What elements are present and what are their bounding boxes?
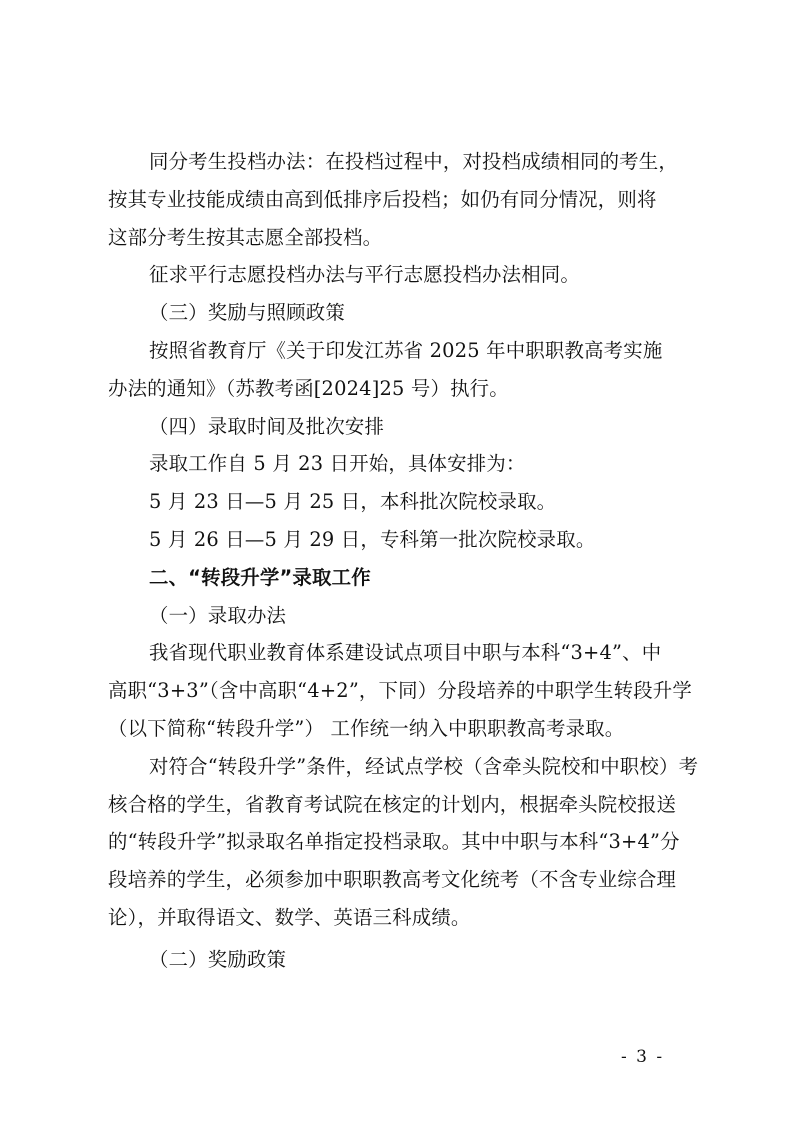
section-heading-admission-schedule: （四）录取时间及批次安排: [149, 414, 385, 438]
subsection-heading-reward-policy: （二）奖励政策: [149, 947, 287, 971]
schedule-undergraduate-batch: 5 月 23 日—5 月 25 日，本科批次院校录取。: [149, 490, 557, 514]
paragraph-eligible-students-line-4: 段培养的学生，必须参加中职职教高考文化统考（不含专业综合理: [108, 868, 677, 892]
paragraph-eligible-students-line-3: 的“转段升学”拟录取名单指定投档录取。其中中职与本科“3+4”分: [108, 830, 680, 854]
paragraph-admission-start: 录取工作自 5 月 23 日开始，具体安排为：: [149, 452, 526, 476]
paragraph-reward-policy-line-1: 按照省教育厅《关于印发江苏省 2025 年中职职教高考实施: [149, 338, 663, 362]
paragraph-eligible-students-line-2: 核合格的学生，省教育考试院在核定的计划内，根据牵头院校报送: [108, 792, 677, 816]
paragraph-reward-policy-line-2: 办法的通知》（苏教考函[2024]25 号）执行。: [108, 376, 509, 400]
paragraph-eligible-students-line-5: 论），并取得语文、数学、英语三科成绩。: [108, 905, 471, 929]
schedule-junior-college-first-batch: 5 月 26 日—5 月 29 日，专科第一批次院校录取。: [149, 527, 596, 551]
page-number: - 3 -: [621, 1047, 665, 1067]
paragraph-eligible-students-line-1: 对符合“转段升学”条件，经试点学校（含牵头院校和中职校）考: [149, 754, 699, 778]
paragraph-transfer-program-line-3: （以下简称“转段升学”） 工作统一纳入中职职教高考录取。: [108, 716, 625, 740]
subsection-heading-admission-method: （一）录取办法: [149, 603, 287, 627]
paragraph-transfer-program-line-2: 高职“3+3”（含中高职“4+2”，下同）分段培养的中职学生转段升学: [108, 679, 692, 703]
paragraph-tie-score-rule-line-3: 这部分考生按其志愿全部投档。: [108, 225, 383, 249]
paragraph-solicit-parallel-rule: 征求平行志愿投档办法与平行志愿投档办法相同。: [149, 263, 580, 287]
paragraph-transfer-program-line-1: 我省现代职业教育体系建设试点项目中职与本科“3+4”、中: [149, 641, 662, 665]
section-heading-rewards-care-policy: （三）奖励与照顾政策: [149, 301, 345, 325]
paragraph-tie-score-rule-line-1: 同分考生投档办法：在投档过程中，对投档成绩相同的考生，: [149, 150, 678, 173]
document-body: [108, 143, 699, 979]
section-heading-transfer-admission: 二、“转段升学”录取工作: [149, 565, 371, 589]
paragraph-tie-score-rule-line-2: 按其专业技能成绩由高到低排序后投档；如仍有同分情况，则将: [108, 187, 657, 211]
